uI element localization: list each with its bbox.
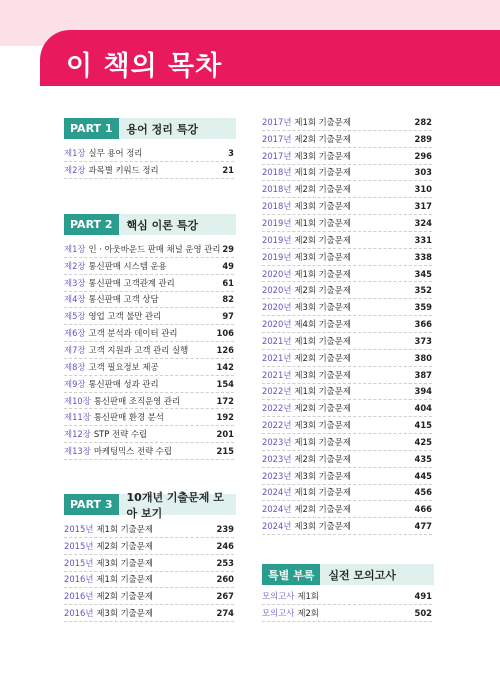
part3-title: 10개년 기출문제 모아 보기 [119, 494, 236, 515]
toc-entry-title: 제2회 기출문제 [294, 133, 351, 144]
toc-chapter-label: 2022년 [262, 386, 292, 397]
toc-row [64, 443, 234, 460]
toc-page-number: 338 [414, 251, 432, 262]
toc-entry-title: 제3회 기출문제 [294, 251, 351, 262]
toc-entry [64, 260, 167, 272]
toc-entry-title: 과목별 키워드 정리 [88, 164, 159, 175]
toc-chapter-label: 2015년 [64, 557, 94, 568]
toc-entry-title: 고객 지원과 고객 관리 실행 [88, 344, 189, 355]
part3-header [64, 490, 236, 520]
toc-row [262, 434, 432, 451]
toc-row [262, 485, 432, 502]
toc-entry [262, 419, 351, 431]
toc-page-number: 331 [414, 234, 432, 245]
toc-chapter-label: 제10장 [64, 395, 91, 406]
toc-entry-title: 제1회 기출문제 [96, 574, 153, 585]
toc-entry-title: 제2회 기출문제 [96, 540, 153, 551]
toc-entry-title: 통신판매 성과 관리 [88, 378, 159, 389]
toc-entry [64, 378, 159, 390]
toc-entry [64, 411, 164, 423]
toc-entry [262, 402, 351, 414]
appendix-list [262, 588, 432, 622]
toc-chapter-label: 제5장 [64, 311, 86, 322]
toc-entry-title: 통신판매 고객 상담 [88, 294, 159, 305]
toc-page-number: 201 [216, 429, 234, 440]
toc-entry-title: 통신판매 시스템 운용 [88, 260, 167, 271]
toc-entry-title: 영업 고객 불만 관리 [88, 311, 162, 322]
toc-chapter-label: 2017년 [262, 133, 292, 144]
part2-list [64, 241, 234, 460]
page-title: 이 책의 목차 [66, 51, 223, 82]
toc-entry-title: 통신판매 고객관계 관리 [88, 277, 175, 288]
toc-page-number: 491 [414, 590, 432, 601]
toc-entry-title: 제3회 기출문제 [96, 557, 153, 568]
toc-entry [64, 395, 180, 407]
toc-entry-title: 제2회 기출문제 [294, 184, 351, 195]
toc-entry [262, 590, 319, 602]
toc-entry-title: 제1회 기출문제 [294, 335, 351, 346]
toc-entry-title: 제2회 기출문제 [96, 591, 153, 602]
toc-row [262, 198, 432, 215]
toc-row [64, 275, 234, 292]
toc-entry-title: 제3회 기출문제 [294, 150, 351, 161]
toc-chapter-label: 2021년 [262, 335, 292, 346]
part1-list [64, 145, 234, 179]
toc-page-number: 380 [414, 352, 432, 363]
toc-row [64, 572, 234, 589]
toc-chapter-label: 제12장 [64, 429, 91, 440]
toc-row [262, 249, 432, 266]
appendix-label: 특별 부록 [262, 564, 320, 585]
toc-chapter-label: 2016년 [64, 574, 94, 585]
toc-entry [64, 327, 177, 339]
toc-chapter-label: 2018년 [262, 201, 292, 212]
toc-row [262, 114, 432, 131]
toc-entry [64, 573, 153, 585]
toc-chapter-label: 2023년 [262, 453, 292, 464]
toc-entry-title: 제2회 기출문제 [294, 234, 351, 245]
toc-entry-title: 제4회 기출문제 [294, 319, 351, 330]
toc-row [64, 409, 234, 426]
toc-page-number: 154 [216, 378, 234, 389]
toc-page-number: 274 [216, 608, 234, 619]
toc-entry-title: 제3회 기출문제 [294, 201, 351, 212]
toc-chapter-label: 2020년 [262, 285, 292, 296]
toc-entry-title: 제1회 기출문제 [294, 116, 351, 127]
toc-row [262, 518, 432, 535]
part1-header [64, 118, 236, 139]
toc-entry [262, 503, 351, 515]
toc-row [262, 333, 432, 350]
toc-row [262, 131, 432, 148]
part3-label: PART 3 [64, 494, 119, 515]
toc-page-number: 345 [414, 268, 432, 279]
toc-page-number: 21 [222, 164, 234, 175]
part2-label: PART 2 [64, 214, 119, 235]
toc-entry [64, 428, 147, 440]
toc-row [64, 308, 234, 325]
toc-chapter-label: 2016년 [64, 591, 94, 602]
toc-chapter-label: 2023년 [262, 470, 292, 481]
toc-row [64, 538, 234, 555]
toc-entry [262, 486, 351, 498]
toc-row [262, 350, 432, 367]
toc-entry-title: 고객 분석과 데이터 관리 [88, 328, 178, 339]
toc-entry-title: 통신판매 환경 분석 [93, 412, 164, 423]
toc-page-number: 502 [414, 607, 432, 618]
toc-chapter-label: 2021년 [262, 369, 292, 380]
toc-page-number: 425 [414, 436, 432, 447]
toc-row [262, 165, 432, 182]
toc-entry [64, 293, 159, 305]
toc-entry [64, 523, 153, 535]
toc-page-number: 359 [414, 302, 432, 313]
toc-page-number: 3 [228, 147, 234, 158]
toc-page-number: 373 [414, 335, 432, 346]
toc-entry [64, 277, 175, 289]
toc-row [262, 282, 432, 299]
toc-entry-title: 실무 용어 정리 [88, 147, 143, 158]
toc-chapter-label: 2024년 [262, 521, 292, 532]
toc-page-number: 106 [216, 328, 234, 339]
toc-entry-title: 제1회 기출문제 [294, 386, 351, 397]
toc-entry-title: 제3회 기출문제 [96, 608, 153, 619]
toc-row [64, 359, 234, 376]
toc-chapter-label: 2023년 [262, 436, 292, 447]
toc-entry-title: 제2회 [297, 607, 319, 618]
toc-entry [262, 470, 351, 482]
toc-entry-title: 제2회 기출문제 [294, 352, 351, 363]
toc-row [64, 426, 234, 443]
toc-page-number: 282 [414, 116, 432, 127]
toc-page-number: 49 [222, 260, 234, 271]
toc-entry [262, 369, 351, 381]
toc-chapter-label: 2019년 [262, 217, 292, 228]
toc-page-number: 477 [414, 521, 432, 532]
toc-entry [262, 150, 351, 162]
toc-row [262, 501, 432, 518]
toc-row [262, 181, 432, 198]
toc-page-number: 404 [414, 403, 432, 414]
toc-entry-title: 고객 필요정보 제공 [88, 361, 159, 372]
toc-chapter-label: 2019년 [262, 234, 292, 245]
toc-page-number: 317 [414, 201, 432, 212]
toc-row [262, 215, 432, 232]
toc-chapter-label: 2020년 [262, 302, 292, 313]
toc-chapter-label: 제2장 [64, 260, 86, 271]
toc-entry [262, 352, 351, 364]
toc-entry-title: 제2회 기출문제 [294, 453, 351, 464]
toc-entry [262, 166, 351, 178]
toc-entry-title: 제1회 기출문제 [294, 487, 351, 498]
toc-entry-title: 제1회 기출문제 [294, 167, 351, 178]
toc-entry [262, 301, 351, 313]
toc-entry [262, 607, 319, 619]
toc-entry [64, 557, 153, 569]
toc-row [64, 145, 234, 162]
toc-chapter-label: 제6장 [64, 328, 86, 339]
toc-entry [262, 520, 351, 532]
toc-chapter-label: 2021년 [262, 352, 292, 363]
toc-page-number: 435 [414, 453, 432, 464]
toc-entry [262, 133, 351, 145]
toc-chapter-label: 2022년 [262, 420, 292, 431]
toc-page-number: 172 [216, 395, 234, 406]
toc-entry [64, 540, 153, 552]
toc-chapter-label: 2017년 [262, 116, 292, 127]
toc-page-number: 310 [414, 184, 432, 195]
toc-entry-title: 제3회 기출문제 [294, 521, 351, 532]
toc-row [262, 451, 432, 468]
toc-entry-title: 마케팅믹스 전략 수립 [93, 446, 172, 457]
toc-entry [262, 251, 351, 263]
toc-page-number: 466 [414, 504, 432, 515]
toc-entry-title: 제3회 기출문제 [294, 302, 351, 313]
toc-chapter-label: 제2장 [64, 164, 86, 175]
toc-chapter-label: 제7장 [64, 344, 86, 355]
toc-chapter-label: 제4장 [64, 294, 86, 305]
toc-row [64, 605, 234, 622]
toc-page-number: 215 [216, 446, 234, 457]
toc-page-number: 415 [414, 420, 432, 431]
toc-chapter-label: 모의고사 [262, 607, 295, 618]
toc-row [262, 400, 432, 417]
toc-entry [64, 361, 159, 373]
part3-list [64, 521, 234, 622]
toc-page-number: 253 [216, 557, 234, 568]
toc-row [64, 376, 234, 393]
toc-row [262, 605, 432, 622]
toc-page-number: 260 [216, 574, 234, 585]
toc-row [262, 384, 432, 401]
toc-page-number: 387 [414, 369, 432, 380]
toc-entry [64, 243, 220, 255]
toc-row [262, 316, 432, 333]
toc-entry-title: 제1회 기출문제 [294, 268, 351, 279]
toc-chapter-label: 2019년 [262, 251, 292, 262]
toc-entry [262, 453, 351, 465]
toc-entry [262, 284, 351, 296]
toc-row [64, 241, 234, 258]
toc-row [262, 588, 432, 605]
toc-chapter-label: 제1장 [64, 147, 86, 158]
toc-entry [262, 116, 351, 128]
toc-entry [64, 590, 153, 602]
toc-chapter-label: 2024년 [262, 504, 292, 515]
toc-entry-title: 제1회 기출문제 [96, 523, 153, 534]
toc-chapter-label: 모의고사 [262, 590, 295, 601]
toc-entry-title: 통신판매 조직운영 관리 [93, 395, 181, 406]
toc-row [262, 232, 432, 249]
toc-entry-title: 제1회 기출문제 [294, 436, 351, 447]
toc-entry [262, 217, 351, 229]
toc-row [64, 555, 234, 572]
toc-chapter-label: 2022년 [262, 403, 292, 414]
toc-page-number: 394 [414, 386, 432, 397]
part1-label: PART 1 [64, 118, 119, 139]
toc-page-number: 61 [222, 277, 234, 288]
toc-page-number: 352 [414, 285, 432, 296]
toc-entry [64, 445, 172, 457]
toc-chapter-label: 2020년 [262, 268, 292, 279]
toc-entry-title: 제3회 기출문제 [294, 470, 351, 481]
toc-chapter-label: 2015년 [64, 523, 94, 534]
toc-chapter-label: 2017년 [262, 150, 292, 161]
toc-row [64, 258, 234, 275]
toc-entry-title: 제1회 기출문제 [294, 217, 351, 228]
toc-page-number: 267 [216, 591, 234, 602]
toc-row [64, 325, 234, 342]
part2-header [64, 214, 236, 235]
toc-chapter-label: 2015년 [64, 540, 94, 551]
toc-page-number: 456 [414, 487, 432, 498]
toc-row [262, 367, 432, 384]
toc-entry-title: 제3회 기출문제 [294, 420, 351, 431]
part1-title: 용어 정리 특강 [119, 118, 236, 139]
toc-entry-title: 인 · 아웃바운드 판매 채널 운영 관리 [88, 243, 221, 254]
toc-chapter-label: 제9장 [64, 378, 86, 389]
toc-entry [262, 436, 351, 448]
toc-row [262, 299, 432, 316]
toc-chapter-label: 2016년 [64, 608, 94, 619]
toc-chapter-label: 2018년 [262, 167, 292, 178]
toc-entry-title: STP 전략 수립 [93, 429, 148, 440]
part3-continued-list [262, 114, 432, 535]
toc-entry [64, 147, 142, 159]
toc-page-number: 126 [216, 344, 234, 355]
part2-title: 핵심 이론 특강 [119, 214, 236, 235]
toc-entry [262, 268, 351, 280]
toc-entry [262, 234, 351, 246]
appendix-header [262, 564, 434, 585]
toc-entry-title: 제2회 기출문제 [294, 403, 351, 414]
toc-row [64, 588, 234, 605]
toc-entry [64, 607, 153, 619]
toc-chapter-label: 제1장 [64, 243, 86, 254]
toc-entry [262, 318, 351, 330]
toc-entry [262, 335, 351, 347]
toc-page-number: 82 [222, 294, 234, 305]
toc-entry [262, 385, 351, 397]
toc-row [262, 266, 432, 283]
toc-entry [64, 344, 188, 356]
toc-chapter-label: 2018년 [262, 184, 292, 195]
toc-page-number: 289 [414, 133, 432, 144]
toc-chapter-label: 제13장 [64, 446, 91, 457]
toc-chapter-label: 2024년 [262, 487, 292, 498]
toc-page-number: 303 [414, 167, 432, 178]
toc-page-number: 366 [414, 319, 432, 330]
toc-row [64, 393, 234, 410]
toc-page-number: 239 [216, 523, 234, 534]
toc-row [262, 148, 432, 165]
toc-page-number: 142 [216, 361, 234, 372]
toc-entry [262, 183, 351, 195]
toc-row [64, 342, 234, 359]
toc-page-number: 445 [414, 470, 432, 481]
toc-entry-title: 제2회 기출문제 [294, 504, 351, 515]
toc-page-number: 246 [216, 540, 234, 551]
toc-page-number: 324 [414, 217, 432, 228]
toc-chapter-label: 제11장 [64, 412, 91, 423]
toc-page-number: 29 [222, 243, 234, 254]
toc-row [262, 468, 432, 485]
toc-row [64, 292, 234, 309]
toc-entry [64, 164, 159, 176]
toc-chapter-label: 2020년 [262, 319, 292, 330]
toc-entry [262, 200, 351, 212]
toc-row [64, 162, 234, 179]
toc-chapter-label: 제3장 [64, 277, 86, 288]
toc-entry-title: 제1회 [297, 590, 319, 601]
appendix-title: 실전 모의고사 [320, 564, 434, 585]
toc-entry-title: 제2회 기출문제 [294, 285, 351, 296]
toc-page-number: 192 [216, 412, 234, 423]
toc-entry-title: 제3회 기출문제 [294, 369, 351, 380]
toc-page-number: 296 [414, 150, 432, 161]
toc-entry [64, 310, 161, 322]
toc-page-number: 97 [222, 311, 234, 322]
toc-row [262, 417, 432, 434]
toc-chapter-label: 제8장 [64, 361, 86, 372]
toc-row [64, 521, 234, 538]
